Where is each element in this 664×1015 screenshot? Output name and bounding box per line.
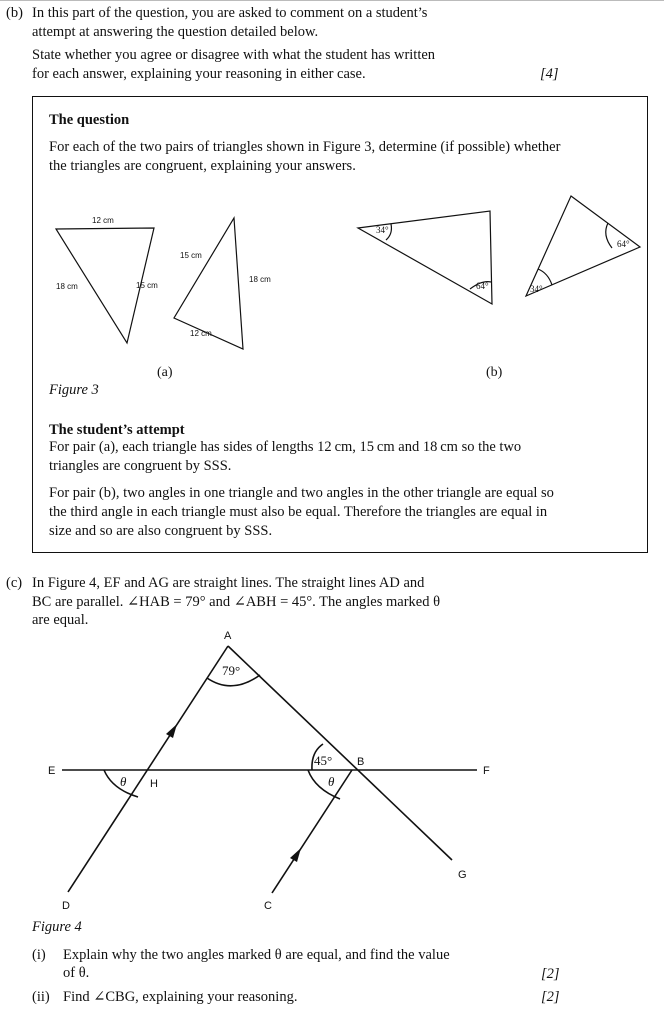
attempt-b-line1: For pair (b), two angles in one triangle and two angles in the other triangle are equal so (49, 485, 554, 501)
angle-A-label: 79° (222, 663, 241, 678)
part-c-line1: In Figure 4, EF and AG are straight lines. The straight lines AD and (32, 575, 425, 591)
theta-H-label: θ (120, 774, 127, 789)
part-b-marks: [4] (540, 66, 559, 82)
point-B: B (357, 756, 365, 768)
tri3-angle-left: 34° (376, 225, 389, 235)
attempt-a-line1: For pair (a), each triangle has sides of lengths 12 cm, 15 cm and 18 cm so the two (49, 439, 522, 455)
part-c-line3: are equal. (32, 612, 89, 628)
sub-i-line2: of θ. (63, 965, 90, 981)
question-line2: the triangles are congruent, explaining your answers. (49, 158, 356, 174)
sub-ii-text: Find ∠CBG, explaining your reasoning. (63, 989, 298, 1005)
tri2-bottom-label: 12 cm (190, 329, 212, 338)
tri4-angle-top: 64° (617, 239, 630, 249)
attempt-b-line2: the third angle in each triangle must also be equal. Therefore the triangles are equal in (49, 504, 548, 520)
angle-B-label: 45° (314, 753, 333, 768)
line-AD (68, 646, 228, 892)
tri2-left-label: 15 cm (180, 251, 202, 260)
point-G: G (458, 869, 467, 881)
part-b-line4: for each answer, explaining your reasoning in either case. (32, 66, 366, 82)
tri1-top-label: 12 cm (92, 216, 114, 225)
attempt-heading: The student’s attempt (49, 422, 185, 438)
sub-ii-marks: [2] (541, 989, 560, 1005)
part-b-line2: attempt at answering the question detailed below. (32, 24, 319, 40)
point-H: H (150, 778, 158, 790)
line-BC (272, 770, 352, 893)
parallel-arrow-AD (166, 724, 177, 738)
tri1-left-label: 18 cm (56, 282, 78, 291)
attempt-b-line3: size and so are also congruent by SSS. (49, 523, 273, 539)
tri1-right-label: 15 cm (136, 281, 158, 290)
figure3-label-a: (a) (157, 365, 173, 380)
part-b-line3: State whether you agree or disagree with what the student has written (32, 47, 436, 63)
tri2-right-label: 18 cm (249, 275, 271, 284)
figure3-label-b: (b) (486, 365, 503, 380)
point-D: D (62, 900, 70, 912)
part-c-line2: BC are parallel. ∠HAB = 79° and ∠ABH = 45°. The angles marked θ (32, 594, 441, 610)
point-F: F (483, 765, 490, 777)
part-b-line1: In this part of the question, you are asked to comment on a student’s (32, 5, 428, 21)
point-A: A (224, 630, 232, 642)
attempt-a-line2: triangles are congruent by SSS. (49, 458, 232, 474)
sub-i-marks: [2] (541, 966, 560, 982)
figure-3-caption: Figure 3 (49, 382, 99, 398)
theta-B-label: θ (328, 774, 335, 789)
parallel-arrow-BC (290, 848, 301, 862)
line-AG (228, 646, 452, 860)
part-b-label: (b) (6, 5, 23, 21)
part-c-label: (c) (6, 575, 23, 591)
figure-4-caption: Figure 4 (32, 919, 82, 935)
point-E: E (48, 765, 56, 777)
tri3-angle-right: 64° (476, 281, 489, 291)
sub-ii-label: (ii) (32, 989, 50, 1005)
sub-i-line1: Explain why the two angles marked θ are equal, and find the value (63, 947, 450, 963)
question-line1: For each of the two pairs of triangles shown in Figure 3, determine (if possible) whether (49, 139, 561, 155)
point-C: C (264, 900, 272, 912)
question-heading: The question (49, 112, 130, 128)
sub-i-label: (i) (32, 947, 46, 963)
tri4-angle-bottom: 34° (530, 284, 543, 294)
